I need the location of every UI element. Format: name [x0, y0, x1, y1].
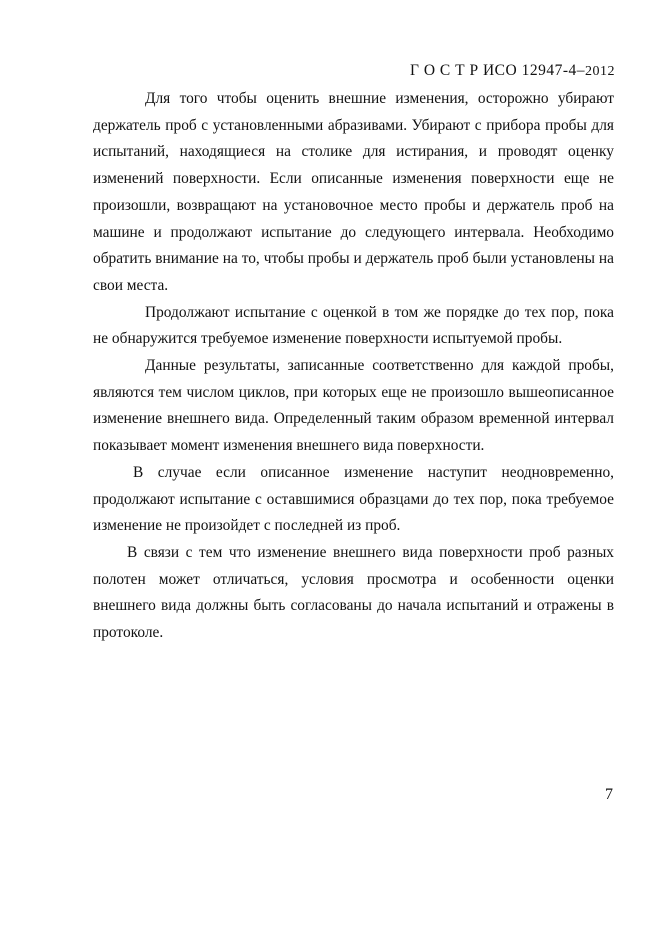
page-number: 7 — [605, 786, 613, 803]
body-text — [93, 86, 614, 647]
standard-header — [410, 62, 615, 80]
paragraph-5: В связи с тем что изменение внешнего вида поверхности проб разных полотен может отличаться, условия просмотра и особенности оценки внешнего вида должны быть согласованы до начала испытаний и отражены в протоколе. — [93, 543, 614, 642]
paragraph-1: Для того чтобы оценить внешние изменения, осторожно убирают держатель проб с установленными абразивами. Убирают с прибора пробы для испытаний, находящиеся на столике для истирания, и проводят оценку изменений поверхности. Если описанные изменения поверхности еще не произошли, возвращают на установочное место пробы и держатель проб на машине и продолжают испытание до следующего интервала. Необходимо обратить внимание на то, чтобы пробы и держатель проб были установлены на свои места. — [93, 90, 614, 294]
paragraph-2: Продолжают испытание с оценкой в том же порядке до тех пор, пока не обнаружится требуемое изменение поверхности испытуемой пробы. — [93, 303, 614, 348]
paragraph-4: В случае если описанное изменение наступит неодновременно, продолжают испытание с оставшимися образцами до тех пор, пока требуемое изменение не произойдет с последней из проб. — [93, 463, 614, 535]
paragraph-3: Данные результаты, записанные соответственно для каждой пробы, являются тем числом циклов, при которых еще не произошло вышеописанное изменение внешнего вида. Определенный таким образом временной интервал показывает момент изменения внешнего вида поверхности. — [93, 357, 614, 455]
standard-designation: Г О С Т Р ИСО 12947-4– — [410, 62, 585, 79]
standard-year: 2012 — [585, 64, 615, 79]
